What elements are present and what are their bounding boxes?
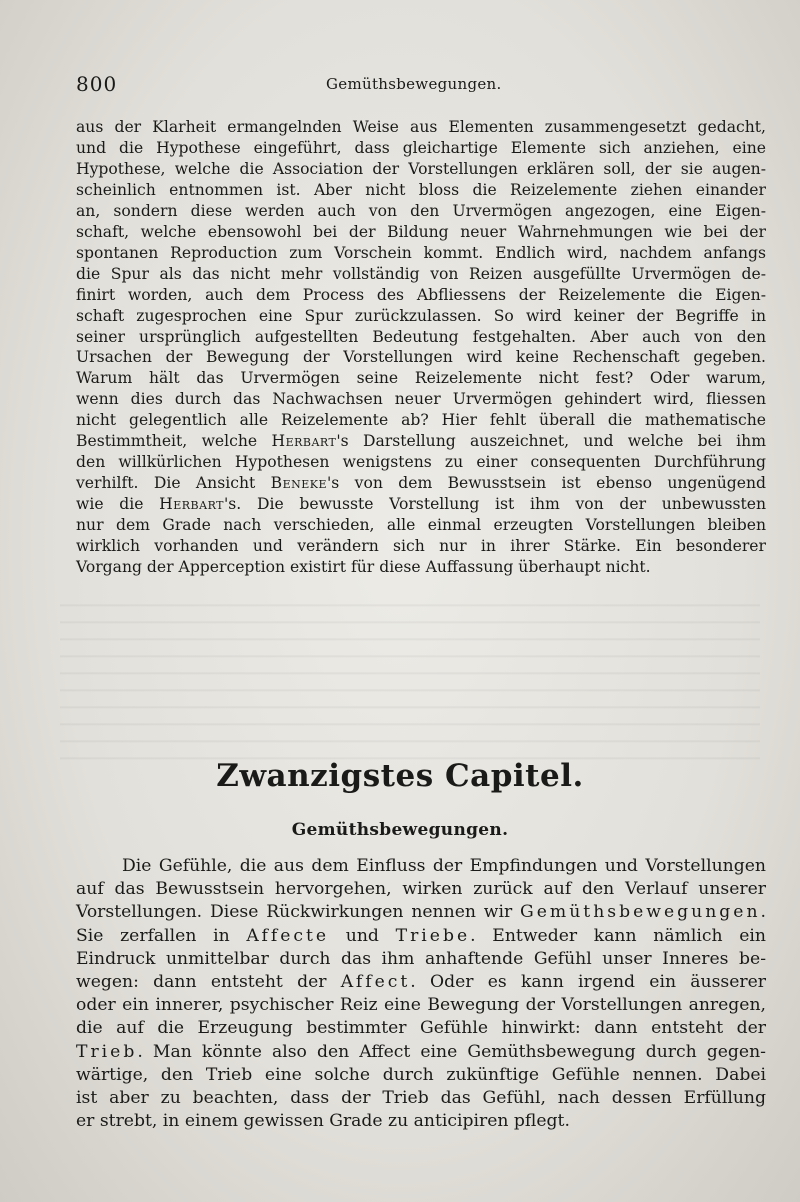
text-line: Vorgang der Apperception existirt für diese Auffassung überhaupt nicht. — [76, 558, 651, 577]
text-run: . Entweder kann nämlich ein — [470, 925, 766, 946]
text-line: scheinlich entnommen ist. Aber nicht bloss die Reizelemente ziehen einander — [76, 180, 766, 199]
text-line: schaft zugesprochen eine Spur zurückzulassen. So wird keiner der Begriffe in — [76, 306, 766, 325]
text-line: er strebt, in einem gewissen Grade zu anticipiren pflegt. — [76, 1111, 570, 1132]
author-name: Herbart — [159, 495, 225, 514]
page-number: 800 — [76, 72, 118, 96]
text-line: Hypothese, welche die Association der Vorstellungen erklären soll, der sie augen- — [76, 159, 766, 178]
paragraph-chapter-intro — [76, 855, 766, 1133]
text-line — [76, 925, 766, 948]
spaced-term: Gemüthsbewegungen — [520, 902, 761, 923]
text-line: nicht gelegentlich alle Reizelemente ab? Hier fehlt überall die mathematische — [76, 411, 766, 430]
text-line — [76, 971, 766, 994]
author-name: Herbart — [271, 432, 337, 451]
show-through-texture — [60, 590, 760, 770]
chapter-title: Zwanzigstes Capitel. — [216, 758, 584, 794]
text-run: Sie zerfallen in — [76, 925, 247, 946]
text-line: Eindruck unmittelbar durch das ihm anhaftende Gefühl unser Inneres be- — [76, 948, 766, 969]
text-line — [76, 1041, 766, 1064]
spaced-term: Affecte — [246, 925, 330, 946]
text-run: und — [329, 925, 396, 946]
text-run: . Man könnte also den Affect eine Gemüthsbewegung durch gegen- — [137, 1041, 766, 1062]
text-run: . Oder es kann irgend ein äusserer — [410, 972, 766, 993]
text-run: wegen: dann entsteht der — [76, 972, 341, 993]
text-line: den willkürlichen Hypothesen wenigstens zu einer consequenten Durchführung — [76, 453, 766, 472]
text-run: Vorstellungen. Diese Rückwirkungen nennen wir — [76, 902, 521, 923]
text-line: und die Hypothese eingeführt, dass gleichartige Elemente sich anziehen, eine — [76, 138, 766, 157]
text-line: wenn dies durch das Nachwachsen neuer Urvermögen gehindert wird, fliessen — [76, 390, 766, 409]
text-line — [76, 901, 766, 924]
text-line: spontanen Reproduction zum Vorschein kommt. Endlich wird, nachdem anfangs — [76, 243, 766, 262]
text-line — [76, 494, 766, 515]
text-line: finirt worden, auch dem Process des Abfliessens der Reizelemente die Eigen- — [76, 285, 766, 304]
text-run: 's von dem Bewusstsein ist ebenso ungenügend — [327, 474, 766, 493]
paragraph-continued — [76, 117, 766, 578]
spaced-term: Triebe — [395, 925, 471, 946]
text-line: Ursachen der Bewegung der Vorstellungen wird keine Rechenschaft gegeben. — [76, 348, 766, 367]
text-line — [76, 431, 766, 452]
chapter-subtitle: Gemüthsbewegungen. — [291, 820, 509, 840]
spaced-term: Trieb — [76, 1041, 138, 1062]
text-line: ist aber zu beachten, dass der Trieb das Gefühl, nach dessen Erfüllung — [76, 1088, 766, 1109]
text-run: 's. Die bewusste Vorstellung ist ihm von der unbewussten — [224, 495, 766, 514]
text-line: Warum hält das Urvermögen seine Reizelemente nicht fest? Oder warum, — [76, 369, 766, 388]
text-line: die auf die Erzeugung bestimmter Gefühle hinwirkt: dann entsteht der — [76, 1018, 766, 1039]
text-line: wärtige, den Trieb eine solche durch zukünftige Gefühle nennen. Dabei — [76, 1064, 766, 1085]
text-line: auf das Bewusstsein hervorgehen, wirken zurück auf den Verlauf unserer — [76, 879, 766, 900]
text-run: . — [760, 902, 766, 923]
text-line: die Spur als das nicht mehr vollständig von Reizen ausgefüllte Urvermögen de- — [76, 264, 766, 283]
text-line: oder ein innerer, psychischer Reiz eine Bewegung der Vorstellungen anregen, — [76, 995, 766, 1016]
text-line: Die Gefühle, die aus dem Einfluss der Empfindungen und Vorstellungen — [122, 856, 766, 876]
text-run: 's Darstellung auszeichnet, und welche bei ihm — [336, 432, 766, 451]
text-line: nur dem Grade nach verschieden, alle einmal erzeugten Vorstellungen bleiben — [76, 516, 766, 535]
text-line: aus der Klarheit ermangelnden Weise aus Elementen zusammengesetzt gedacht, — [76, 118, 766, 136]
running-title: Gemüthsbewegungen. — [326, 75, 502, 93]
text-run: verhilft. Die Ansicht — [76, 474, 271, 493]
text-line: an, sondern diese werden auch von den Urvermögen angezogen, eine Eigen- — [76, 201, 766, 220]
author-name: Beneke — [270, 474, 328, 493]
text-line: schaft, welche ebensowohl bei der Bildung neuer Wahrnehmungen wie bei der — [76, 222, 766, 241]
text-line — [76, 473, 766, 494]
text-run: Bestimmtheit, welche — [76, 432, 272, 451]
text-run: wie die — [76, 495, 160, 514]
page-header — [76, 72, 724, 98]
text-line: seiner ursprünglich aufgestellten Bedeutung festgehalten. Aber auch von den — [76, 327, 766, 346]
spaced-term: Affect — [340, 972, 411, 993]
text-line: wirklich vorhanden und verändern sich nur in ihrer Stärke. Ein besonderer — [76, 537, 766, 556]
